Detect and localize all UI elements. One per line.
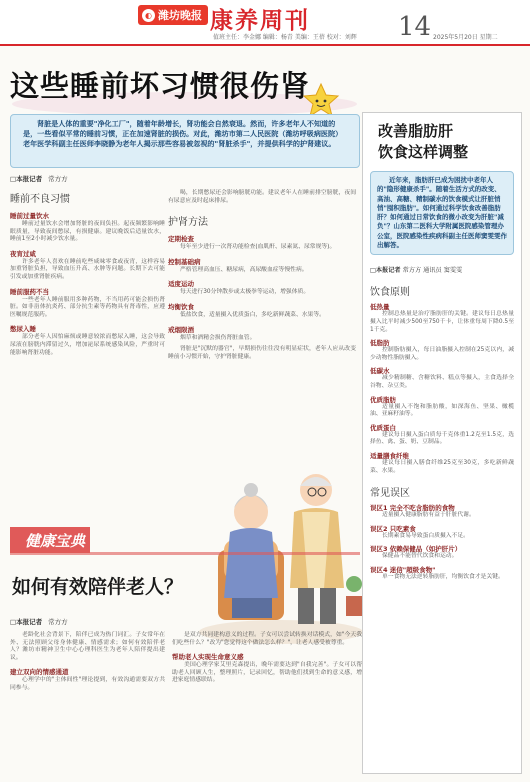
continued-text: 喝，长期憋尿还会影响膀胱功能。建议老年人在睡前排空膀胱，夜间有尿意应及时起床排尿。 bbox=[168, 190, 356, 204]
habit-item bbox=[10, 287, 165, 320]
sidebar-intro: 近年来，脂肪肝已成为困扰中老年人的"隐形健康杀手"。随着生活方式的改变、高油、高糖、精制碳水的饮食模式让肝脏悄悄"囤积脂肪"。如何通过科学饮食改善脂肪肝？如何通过日常饮食的微小改变为肝脏"减负"？山东第二医科大学附属医院感染管理办公室，医院感染性疾病科副主任医师窦雯雯作出解答。 bbox=[370, 171, 514, 255]
masthead bbox=[0, 0, 530, 45]
principle-item bbox=[370, 366, 514, 390]
method-item bbox=[168, 302, 356, 320]
masthead-rule bbox=[0, 44, 530, 46]
myth-item bbox=[370, 565, 514, 582]
article2-column-1 bbox=[10, 632, 165, 693]
habit-text: 许多老年人喜欢在睡前吃些咸味零食或夜宵，这样容易加重肾脏负担，导致血压升高、水肿等问题。长期下去可能引发或加重肾脏疾病。 bbox=[10, 258, 165, 280]
habit-title: 睡前过量饮水 bbox=[10, 212, 49, 220]
principle-text: 建议每日摄入蛋白质每千克体重1.2克至1.5克，选择鱼、禽、蛋、奶、豆制品。 bbox=[370, 431, 514, 446]
method-item bbox=[168, 279, 356, 297]
habit-text: 一些老年人睡前服用多种药物，不当用药可能会损伤肾脏。如非甾体抗炎药、部分抗生素等药物具有肾毒性，应遵医嘱规范服药。 bbox=[10, 296, 165, 318]
sidebar-title-line2: 饮食这样调整 bbox=[378, 143, 469, 161]
principle-title: 优质脂肪 bbox=[370, 395, 396, 404]
method-title: 戒烟限酒 bbox=[168, 325, 194, 334]
logo-emblem-icon: ◐ bbox=[142, 9, 155, 22]
article-headline: 这些睡前坏习惯很伤肾 bbox=[10, 69, 311, 103]
principle-title: 低热量 bbox=[370, 303, 390, 312]
article2-subheading: 帮助老人实现生命意义感 bbox=[172, 653, 244, 662]
habit-item bbox=[10, 249, 165, 282]
page-number: 14 bbox=[398, 12, 432, 42]
section-title: 康养周刊 bbox=[210, 8, 310, 34]
sidebar-byline bbox=[370, 265, 514, 274]
method-item bbox=[168, 257, 356, 275]
method-text: 烟草和酒精会损伤肾脏血管。 bbox=[180, 334, 256, 341]
principle-title: 低碳水 bbox=[370, 367, 390, 376]
sidebar-title-line1: 改善脂肪肝 bbox=[378, 122, 454, 140]
article-byline bbox=[10, 174, 68, 183]
article2-text: 是双方共同建构意义的过程。子女可以尝试转换对话模式，如"今天我们吃些什么？"改为"您觉得这个做法怎么样？"，让老人感受被尊重。 bbox=[172, 632, 362, 646]
sidebar-section-heading: 饮食原则 bbox=[370, 287, 410, 299]
habit-item bbox=[10, 211, 165, 244]
method-item bbox=[168, 325, 356, 343]
principle-text: 适量摄入不饱和脂肪酸，如深海鱼、坚果、橄榄油、亚麻籽油等。 bbox=[370, 403, 514, 418]
myth-item bbox=[370, 503, 514, 520]
habit-text: 部分老年人因怕麻烦或睡意较浓而憋尿入睡，这会导致尿液在膀胱内滞留过久，增加泌尿系统感染风险，严重时可能影响肾脏功能。 bbox=[10, 334, 165, 356]
principle-text: 建议每日摄入膳食纤维25克至30克，多吃新鲜蔬菜、水果。 bbox=[370, 459, 514, 474]
habit-title: 睡前服药不当 bbox=[10, 287, 49, 296]
habit-text: 睡前过量饮水会增加肾脏的夜间负担。起夜频繁影响睡眠质量，导致夜间憋尿，有损健康。建议晚饭后适量饮水，睡前1至2小时减少饮水量。 bbox=[10, 221, 165, 243]
principle-title: 适量膳食纤维 bbox=[370, 451, 409, 460]
sidebar-title bbox=[370, 121, 514, 163]
editor-credits: 值班主任：李金娜 编辑：杨青 美编：王蓓 校对：刘辉 bbox=[213, 34, 357, 41]
article2-headline: 如何有效陪伴老人？ bbox=[12, 576, 184, 598]
health-column-banner: 健康宝典 bbox=[10, 527, 90, 553]
principle-title: 优质蛋白 bbox=[370, 423, 396, 432]
method-title: 适度运动 bbox=[168, 280, 194, 289]
principle-item bbox=[370, 338, 514, 362]
principle-item bbox=[370, 302, 514, 334]
elderly-couple-illustration bbox=[196, 420, 366, 650]
banner-rule bbox=[10, 552, 360, 555]
myth-text: 长期素食易导致蛋白质摄入不足。 bbox=[382, 532, 469, 539]
habit-title: 夜宵过咸 bbox=[10, 249, 36, 258]
byline-name: 常方方 bbox=[48, 175, 68, 183]
myth-title: 误区2 只吃素食 bbox=[370, 524, 416, 533]
method-title: 均衡饮食 bbox=[168, 302, 194, 311]
principle-text: 减少精制糖、含糖饮料、糕点等摄入，主食选择全谷物、杂豆类。 bbox=[370, 375, 514, 389]
principle-text: 控制脂肪摄入，每日油脂摄入控制在25克以内，减少动物性脂肪摄入。 bbox=[370, 347, 514, 361]
article2-subheading: 建立双向的情感通道 bbox=[10, 668, 69, 677]
star-mascot-icon bbox=[300, 82, 342, 118]
logo-text: 潍坊晚报 bbox=[158, 9, 202, 22]
myth-item bbox=[370, 524, 514, 541]
newspaper-logo bbox=[138, 5, 208, 25]
fatty-liver-sidebar bbox=[362, 112, 522, 774]
myth-title: 误区1 完全不吃含脂肪的食物 bbox=[370, 504, 455, 513]
method-text: 低盐饮食，适量摄入优质蛋白，多吃新鲜蔬菜、水果等。 bbox=[180, 311, 325, 318]
myth-text: 适量摄入健康脂肪有益于肝脏代谢。 bbox=[382, 512, 475, 519]
byline-label: □本报记者 bbox=[370, 267, 401, 275]
principle-text: 控制总热量是治疗脂肪肝的关键。建议每日总热量摄入比平时减少500至750千卡，让体重每周下降0.5至1千克。 bbox=[370, 311, 514, 333]
myth-title: 误区4 迷信"超级食物" bbox=[370, 565, 436, 574]
principle-item bbox=[370, 451, 514, 475]
article-column-1 bbox=[10, 190, 165, 540]
method-title: 控制基础病 bbox=[168, 257, 201, 266]
method-title: 定期检查 bbox=[168, 235, 194, 244]
principle-title: 低脂肪 bbox=[370, 339, 390, 348]
principle-item bbox=[370, 395, 514, 419]
closing-text: 肾脏是"沉默的器官"，早期损伤往往没有明显症状，老年人应从改变睡前小习惯开始，守护肾脏健康。 bbox=[168, 346, 356, 360]
myth-item bbox=[370, 544, 514, 561]
article-intro: 肾脏是人体的重要"净化工厂"，随着年龄增长，肾功能会自然衰退。然而，许多老年人不知道的是，一些看似平常的睡前习惯，正在加速肾脏的损伤。对此，潍坊市第二人民医院（潍坊呼吸病医院）老年医学科副主任医师李晓静为老年人揭示那些容易被忽视的"肾脏杀手"，并提供科学的护肾建议。 bbox=[10, 114, 360, 168]
section-heading: 护肾方法 bbox=[168, 217, 208, 229]
byline-label: □本报记者 bbox=[10, 175, 43, 183]
article2-text: 老龄化社会背景下，陪伴已成为热门词汇。子女常年在外、无法照顾父母身体健康、情感需求；如何有效陪伴老人？潍坊市精神卫生中心心理科医生为老年人陪伴提出建议。 bbox=[10, 632, 165, 661]
habit-title: 憋尿入睡 bbox=[10, 325, 36, 334]
byline-names: 常方方 通讯员 窦雯雯 bbox=[402, 267, 463, 275]
myth-text: 单一食物无法逆转脂肪肝，均衡饮食才是关键。 bbox=[382, 573, 504, 580]
method-text: 每天进行30分钟散步或太极拳等运动，增强体质。 bbox=[180, 289, 310, 296]
article2-column-2 bbox=[172, 632, 362, 685]
method-item bbox=[168, 234, 356, 252]
sidebar-section-heading: 常见误区 bbox=[370, 488, 410, 500]
byline-name: 常方方 bbox=[48, 618, 68, 626]
article2-text: 心理学中的"主体间性"理论提到，有效沟通需要双方共同参与。 bbox=[10, 677, 165, 691]
article2-text: 美国心理学家艾里克森提出，晚年需要达到"自我完善"。子女可以帮助老人回顾人生，整理照片，记录回忆，帮助他们找到生命的意义感，增进家庭情感联结。 bbox=[172, 662, 362, 684]
section-heading: 睡前不良习惯 bbox=[10, 194, 70, 205]
myth-title: 误区3 依赖保健品（如护肝片） bbox=[370, 545, 462, 554]
method-text: 每年至少进行一次肾功能检查(血肌酐、尿素氮、尿常规等)。 bbox=[180, 244, 336, 251]
myth-text: 保健品不能替代饮食和运动。 bbox=[382, 553, 458, 560]
byline-label: □本报记者 bbox=[10, 618, 43, 626]
principle-item bbox=[370, 423, 514, 447]
method-text: 严格管理高血压、糖尿病，高尿酸血症等慢性病。 bbox=[180, 266, 308, 273]
habit-item bbox=[10, 324, 165, 357]
article2-byline bbox=[10, 617, 68, 626]
issue-date: 2025年5月20日 星期二 bbox=[433, 34, 498, 41]
article-column-2 bbox=[168, 190, 356, 361]
